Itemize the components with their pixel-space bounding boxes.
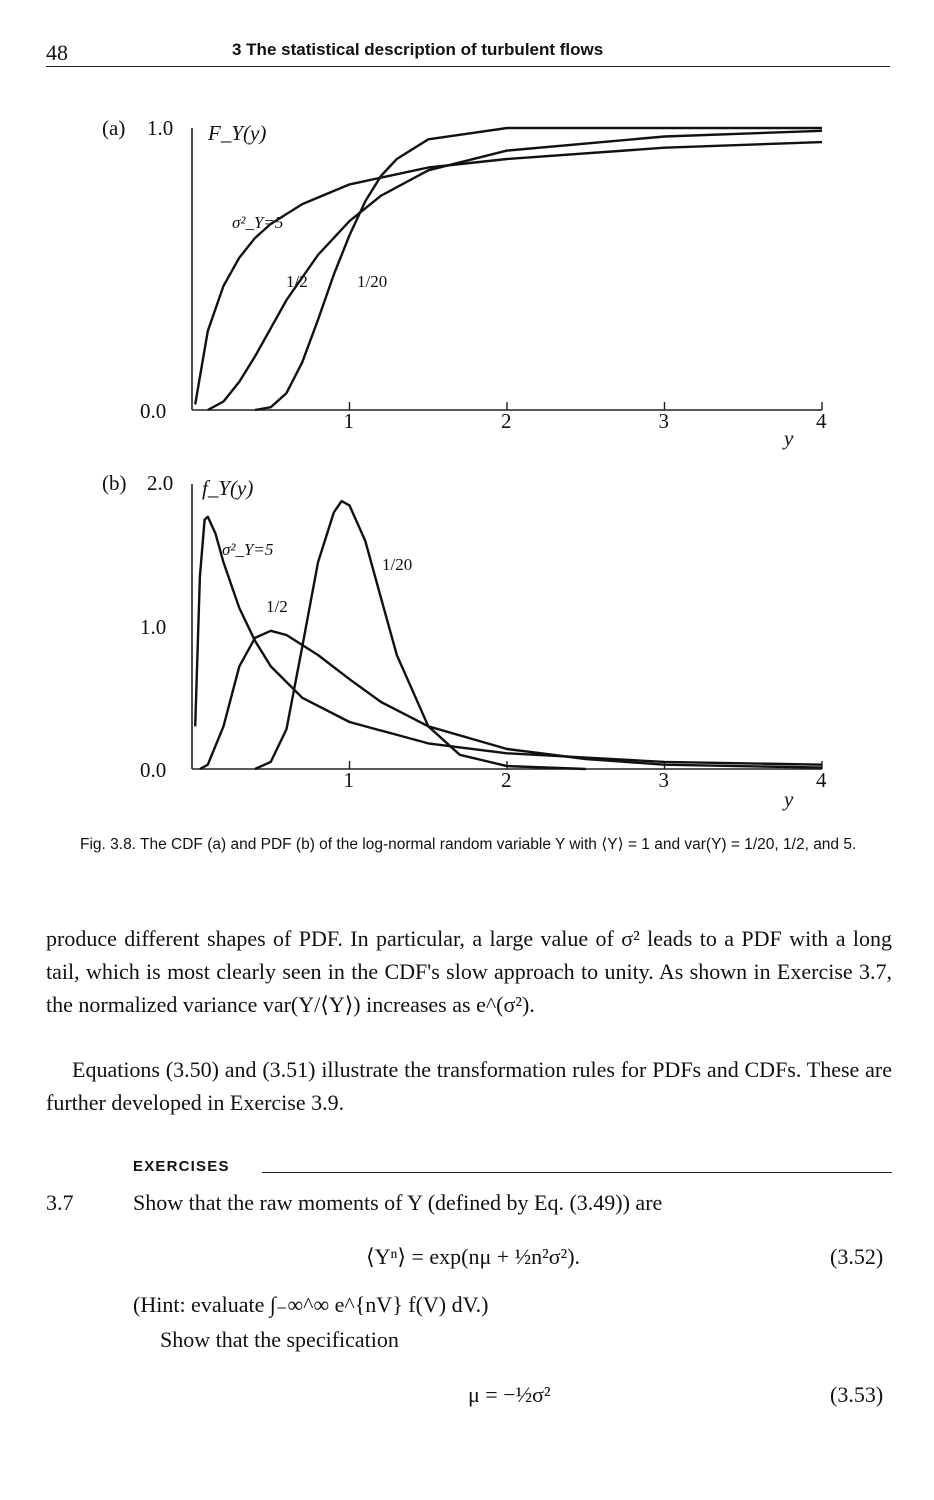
- page-number: 48: [46, 40, 68, 65]
- panel-a-curves: [195, 128, 822, 410]
- exercise-number: 3.7: [46, 1190, 74, 1215]
- panel-a-y-top-label: 1.0: [147, 116, 174, 140]
- exercise-hint: (Hint: evaluate ∫₋∞^∞ e^{nV} f(V) dV.): [133, 1292, 489, 1317]
- equation-3-52: ⟨Yⁿ⟩ = exp(nμ + ½n²σ²).: [366, 1244, 581, 1269]
- caption-lead: Fig. 3.8.: [80, 836, 136, 853]
- panel-b-x-tick-label: 1: [343, 768, 354, 792]
- equation-3-53-number: (3.53): [830, 1382, 884, 1407]
- panel-a-x-ticks: [344, 402, 828, 433]
- panel-b-x-tick-label: 4: [816, 768, 827, 792]
- panel-a-y-bottom-label: 0.0: [140, 399, 167, 423]
- panel-a-label: (a): [102, 116, 126, 140]
- body-paragraph-2: Equations (3.50) and (3.51) illustrate the transformation rules for PDFs and CDFs. These are further developed in Exercise 3.9.: [46, 1057, 892, 1115]
- running-head: 3 The statistical description of turbulent flows: [232, 40, 604, 59]
- exercises-heading: EXERCISES: [133, 1158, 230, 1175]
- panel-a-curve-label-5: σ²_Y=5: [232, 213, 284, 232]
- panel-a-x-tick-label: 2: [501, 409, 512, 433]
- panel-a-x-tick-label: 1: [343, 409, 354, 433]
- panel-a-xlabel: y: [784, 426, 794, 450]
- panel-b-curve-1: [195, 517, 822, 765]
- panel-b-curve-label-half: 1/2: [266, 597, 288, 616]
- panel-b-curve-label-twentieth: 1/20: [382, 555, 413, 574]
- panel-a-x-tick-label: 4: [816, 409, 827, 433]
- panel-b-xlabel: y: [784, 787, 794, 811]
- panel-a-x-tick-label: 3: [658, 409, 669, 433]
- panel-b-label: (b): [102, 471, 127, 495]
- panel-a-curve-label-twentieth: 1/20: [357, 272, 388, 291]
- body-paragraph-1: produce different shapes of PDF. In particular, a large value of σ² leads to a PDF with a long tail, which is most clearly seen in the CDF's slow approach to unity. As shown in Exercise 3.7, the normalized variance var(Y/⟨Y⟩) increases as e^(σ²).: [46, 926, 892, 1017]
- figure-caption: [80, 834, 870, 855]
- panel-b-curves: [195, 501, 822, 769]
- panel-b-y-bottom-label: 0.0: [140, 758, 167, 782]
- panel-a-curve-3: [255, 128, 822, 410]
- panel-b-y-mid-label: 1.0: [140, 615, 167, 639]
- panel-a: [102, 116, 827, 450]
- panel-b-x-tick-label: 3: [658, 768, 669, 792]
- panel-a-curve-label-half: 1/2: [286, 272, 308, 291]
- caption-text: The CDF (a) and PDF (b) of the log-normal random variable Y with ⟨Y⟩ = 1 and var(Y) = 1/20, 1/2, and 5.: [140, 836, 857, 853]
- panel-b-curve-3: [255, 501, 586, 769]
- exercise-text-2: Show that the specification: [160, 1327, 399, 1352]
- panel-b-ylabel: f_Y(y): [202, 476, 254, 500]
- panel-a-ylabel: F_Y(y): [208, 121, 267, 145]
- equation-3-52-number: (3.52): [830, 1244, 884, 1269]
- panel-b-x-tick-label: 2: [501, 768, 512, 792]
- exercises-rule: [262, 1172, 892, 1173]
- equation-3-53: μ = −½σ²: [468, 1382, 551, 1407]
- panel-b-y-top-label: 2.0: [147, 471, 174, 495]
- panel-b: [102, 471, 827, 811]
- exercise-text-1: Show that the raw moments of Y (defined by Eq. (3.49)) are: [133, 1190, 663, 1215]
- panel-b-curve-label-5: σ²_Y=5: [222, 540, 274, 559]
